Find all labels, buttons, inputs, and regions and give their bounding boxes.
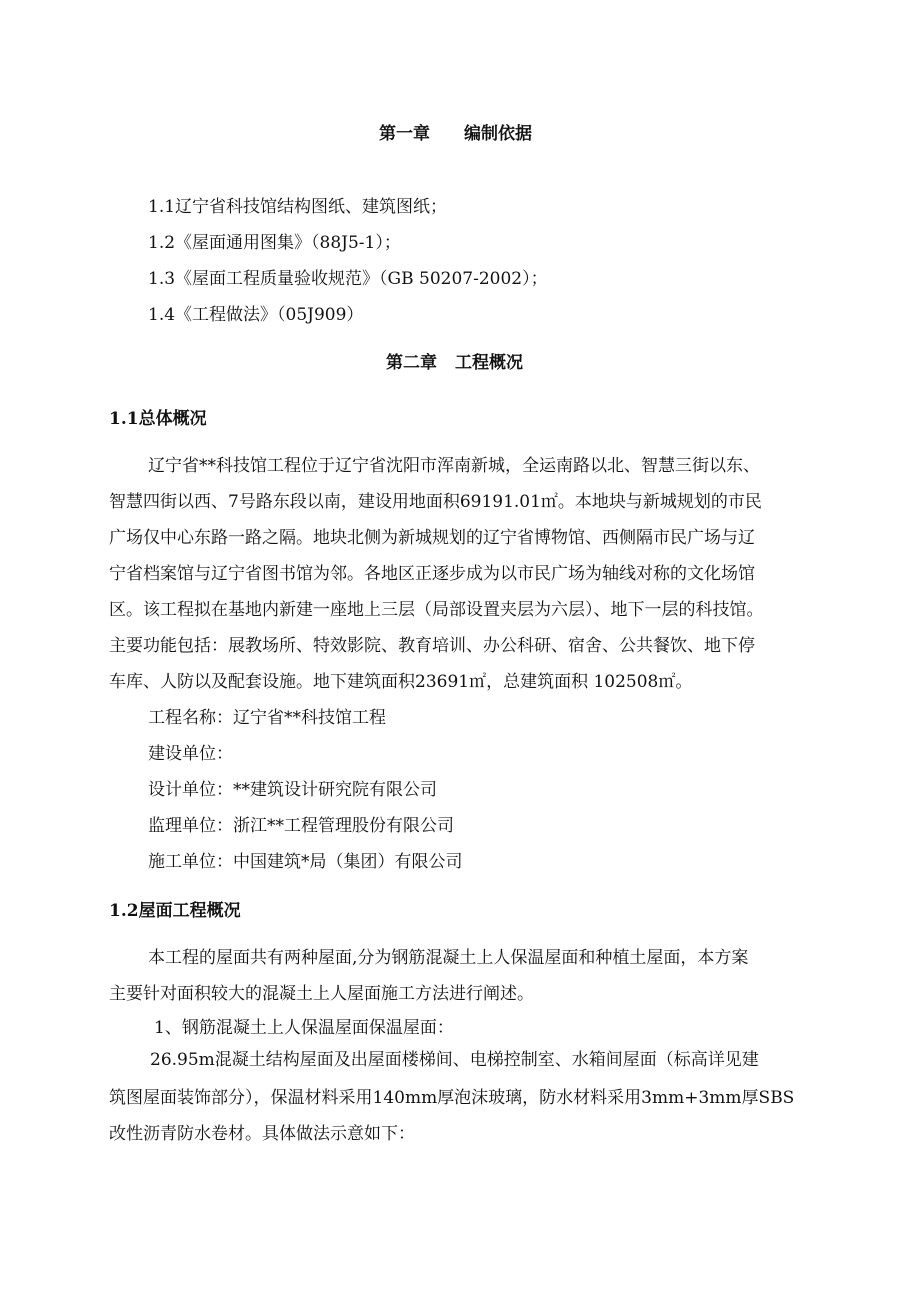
overview-paragraph-line: 广场仅中心东路一路之隔。地块北侧为新城规划的辽宁省博物馆、西侧隔市民广场与辽 bbox=[109, 528, 755, 548]
roof-paragraph-line: 主要针对面积较大的混凝土上人屋面施工方法进行阐述。 bbox=[109, 984, 534, 1004]
reference-item-3: 1.3《屋面工程质量验收规范》（GB 50207-2002）； bbox=[148, 269, 548, 289]
construction-owner: 建设单位： bbox=[148, 744, 233, 764]
supervision-company: 监理单位：浙江**工程管理股份有限公司 bbox=[148, 816, 454, 836]
overview-paragraph-line: 宁省档案馆与辽宁省图书馆为邻。各地区正逐步成为以市民广场为轴线对称的文化场馆 bbox=[109, 564, 755, 584]
roof-item-1-line: 改性沥青防水卷材。具体做法示意如下： bbox=[109, 1124, 415, 1144]
overview-paragraph-line: 智慧四街以西、7号路东段以南，建设用地面积69191.01㎡。本地块与新城规划的市民 bbox=[109, 492, 762, 512]
overview-paragraph-line: 区。该工程拟在基地内新建一座地上三层（局部设置夹层为六层）、地下一层的科技馆。 bbox=[109, 600, 764, 620]
chapter1-title-text: 编制依据 bbox=[464, 124, 532, 144]
overview-paragraph-line: 车库、人防以及配套设施。地下建筑面积23691㎡，总建筑面积 102508㎡。 bbox=[109, 672, 693, 692]
chapter2-title bbox=[386, 352, 523, 374]
reference-item-4: 1.4《工程做法》（05J909） bbox=[148, 305, 364, 325]
construction-company: 施工单位：中国建筑*局（集团）有限公司 bbox=[148, 852, 463, 872]
reference-item-2: 1.2《屋面通用图集》（88J5-1）； bbox=[148, 233, 401, 253]
roof-item-1-line: 26.95m混凝土结构屋面及出屋面楼梯间、电梯控制室、水箱间屋面（标高详见建 bbox=[150, 1050, 759, 1070]
section-1-2-heading: 1.2屋面工程概况 bbox=[109, 901, 241, 921]
roof-paragraph-line: 本工程的屋面共有两种屋面,分为钢筋混凝土上人保温屋面和种植土屋面，本方案 bbox=[148, 948, 749, 968]
design-company: 设计单位：**建筑设计研究院有限公司 bbox=[148, 780, 437, 800]
reference-item-1: 1.1辽宁省科技馆结构图纸、建筑图纸； bbox=[148, 197, 448, 217]
overview-paragraph-line: 主要功能包括：展教场所、特效影院、教育培训、办公科研、宿舍、公共餐饮、地下停 bbox=[109, 636, 755, 656]
overview-paragraph-line: 辽宁省**科技馆工程位于辽宁省沈阳市浑南新城，全运南路以北、智慧三街以东、 bbox=[148, 456, 760, 476]
chapter2-title-number: 第二章 bbox=[386, 353, 437, 373]
project-name: 工程名称：辽宁省**科技馆工程 bbox=[148, 708, 386, 728]
chapter2-title-text: 工程概况 bbox=[455, 353, 523, 373]
roof-item-1-title: 1、钢筋混凝土上人保温屋面保温屋面： bbox=[154, 1018, 454, 1038]
roof-item-1-line: 筑图屋面装饰部分），保温材料采用140mm厚泡沫玻璃，防水材料采用3mm+3mm厚SBS bbox=[109, 1088, 795, 1108]
section-1-1-heading: 1.1总体概况 bbox=[109, 409, 207, 429]
chapter1-title bbox=[379, 123, 532, 145]
chapter1-title-number: 第一章 bbox=[379, 124, 430, 144]
